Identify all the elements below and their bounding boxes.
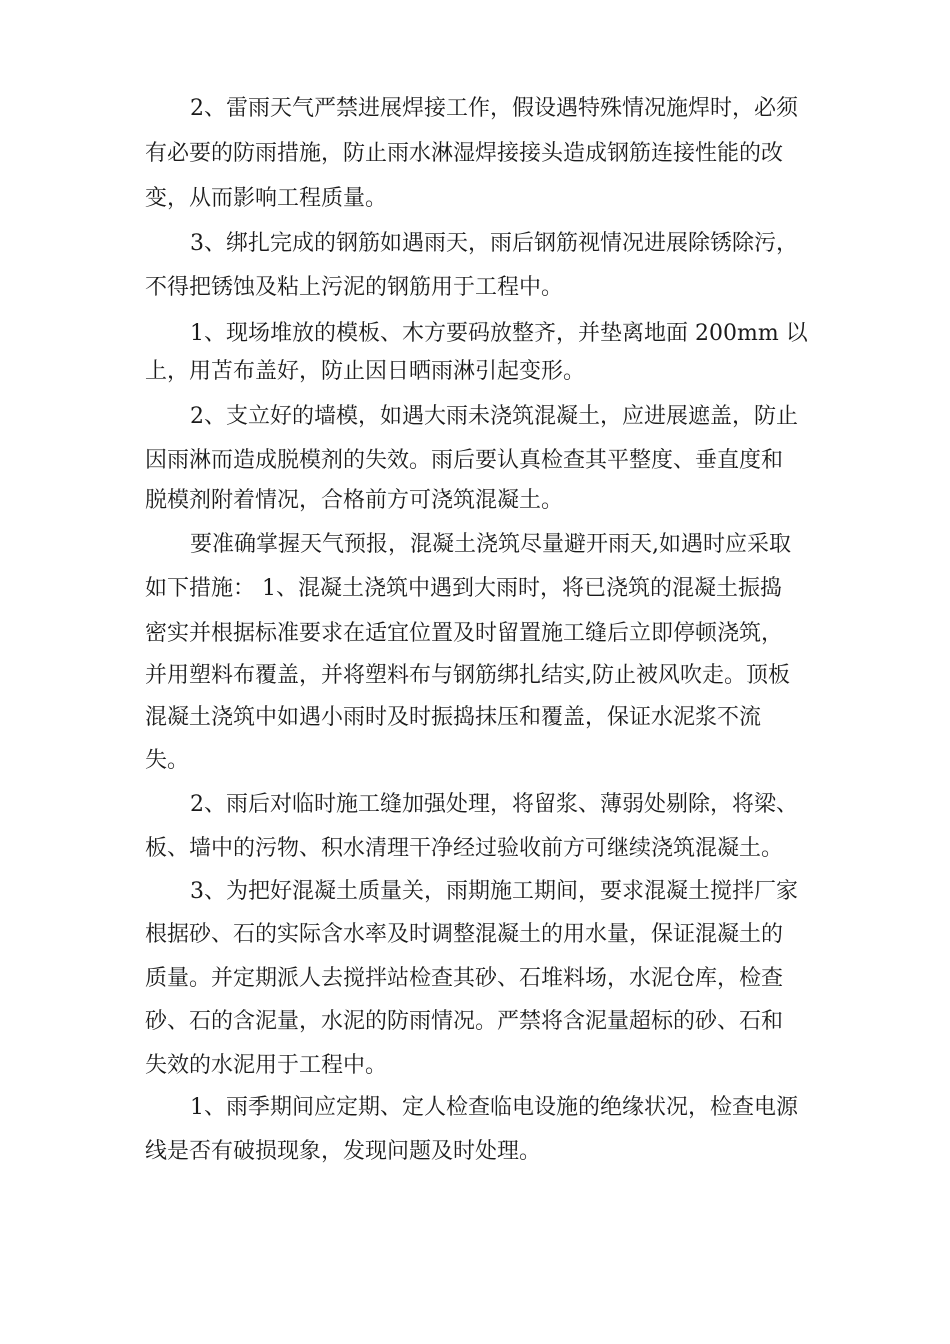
paragraph-5-line-6: 失。 [145,748,190,773]
paragraph-5-line-5: 混凝土浇筑中如遇小雨时及时振捣抹压和覆盖，保证水泥浆不流 [145,705,762,730]
paragraph-2-line-1: 3、绑扎完成的钢筋如遇雨天，雨后钢筋视情况进展除锈除污， [190,231,798,256]
paragraph-7-line-2: 根据砂、石的实际含水率及时调整混凝土的用水量，保证混凝土的 [145,922,784,947]
paragraph-7-line-1: 3、为把好混凝土质量关，雨期施工期间，要求混凝土搅拌厂家 [190,879,798,904]
paragraph-8-line-1: 1、雨季期间应定期、定人检查临电设施的绝缘状况，检查电源 [190,1095,798,1120]
paragraph-5-line-1: 要准确掌握天气预报，混凝土浇筑尽量避开雨天,如遇时应采取 [190,532,791,557]
paragraph-8-line-2: 线是否有破损现象，发现问题及时处理。 [145,1139,542,1164]
paragraph-4-line-1: 2、支立好的墙模，如遇大雨未浇筑混凝土，应进展遮盖，防止 [190,404,798,429]
paragraph-4-line-3: 脱模剂附着情况，合格前方可浇筑混凝土。 [145,488,564,513]
paragraph-5-line-2: 如下措施： 1、混凝土浇筑中遇到大雨时，将已浇筑的混凝土振捣 [145,576,782,601]
paragraph-5-line-3: 密实并根据标准要求在适宜位置及时留置施工缝后立即停顿浇筑， [145,621,784,646]
paragraph-7-line-3: 质量。并定期派人去搅拌站检查其砂、石堆料场，水泥仓库，检查 [145,966,784,991]
paragraph-7-line-5: 失效的水泥用于工程中。 [145,1053,388,1078]
paragraph-5-line-4: 并用塑料布覆盖，并将塑料布与钢筋绑扎结实,防止被风吹走。顶板 [145,663,790,688]
paragraph-7-line-4: 砂、石的含泥量，水泥的防雨情况。严禁将含泥量超标的砂、石和 [145,1009,784,1034]
paragraph-6-line-2: 板、墙中的污物、积水清理干净经过验收前方可继续浇筑混凝土。 [145,836,784,861]
paragraph-1-line-2: 有必要的防雨措施，防止雨水淋湿焊接接头造成钢筋连接性能的改 [145,141,784,166]
paragraph-1-line-1: 2、雷雨天气严禁进展焊接工作，假设遇特殊情况施焊时，必须 [190,96,798,121]
paragraph-3-line-1: 1、现场堆放的模板、木方要码放整齐，并垫离地面 200mm 以 [190,321,808,346]
paragraph-2-line-2: 不得把锈蚀及粘上污泥的钢筋用于工程中。 [145,275,564,300]
paragraph-4-line-2: 因雨淋而造成脱模剂的失效。雨后要认真检查其平整度、垂直度和 [145,448,784,473]
paragraph-6-line-1: 2、雨后对临时施工缝加强处理，将留浆、薄弱处剔除，将梁、 [190,792,798,817]
paragraph-1-line-3: 变，从而影响工程质量。 [145,186,388,211]
paragraph-3-line-2: 上，用苫布盖好，防止因日晒雨淋引起变形。 [145,359,586,384]
